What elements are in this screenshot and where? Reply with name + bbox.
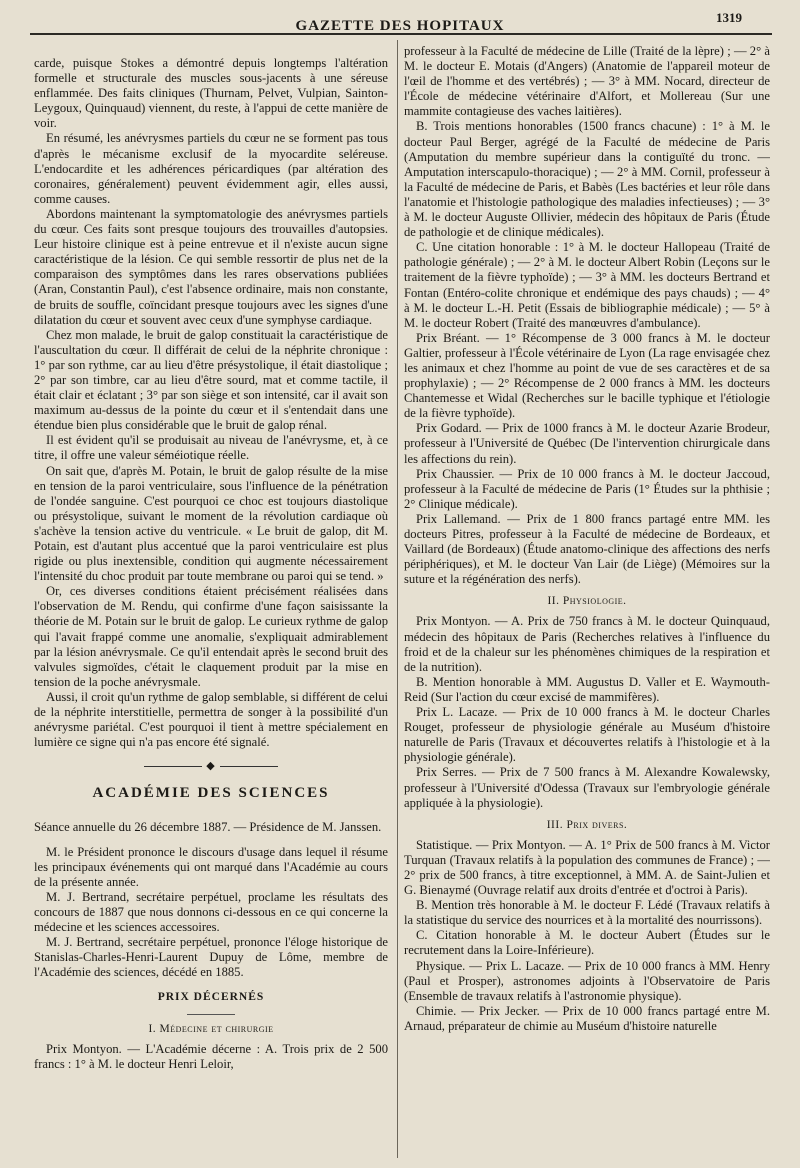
prize-paragraph: Prix Lallemand. — Prix de 1 800 francs partagé entre MM. les docteurs Pitres, professeur à la Faculté de médecine de Bordeaux, et Vaillard (de Bordeaux) (Étude anatomo-clinique des affections des nerfs périphériques), et M. le docteur Van Lair (de Liège) (Mémoires sur la suture et la régénération des nerfs). bbox=[404, 511, 770, 587]
prize-paragraph: B. Trois mentions honorables (1500 francs chacune) : 1° à M. le docteur Paul Berger, agrégé de la Faculté de médecine de Paris (Amputation du membre supérieur dans la contiguïté du tronc. — Amputation interscapulo-thoracique) ; — 2° à MM. Cornil, professeur à la Faculté de médecine de Paris, et Babès (Les bactéries et leur rôle dans l'anatomie et l'histologie pathologique des maladies infectieuses) ; — 3° à M. le docteur Auguste Ollivier, médecin des hôpitaux de Paris (Étude de pathologie et de clinique médicales). bbox=[404, 119, 770, 240]
session-line: Séance annuelle du 26 décembre 1887. — Présidence de M. Janssen. bbox=[34, 819, 382, 834]
subsection-heading: I. Médecine et chirurgie bbox=[148, 1022, 274, 1035]
header-rule bbox=[30, 33, 772, 35]
academy-paragraph: M. le Président prononce le discours d'usage dans lequel il résume les principaux événements qui ont marqué dans l'Académie au cours de la présente année. bbox=[34, 844, 388, 889]
right-column bbox=[404, 44, 770, 1160]
running-head bbox=[0, 10, 800, 40]
article-paragraph: On sait que, d'après M. Potain, le bruit de galop résulte de la mise en tension de la paroi ventriculaire, sous l'influence de la pénétration de l'ondée sanguine. C'est pourquoi ce choc est toujours diastolique ou présystolique, suivant le moment de la révolution cardiaque où s'achève la tension active du ventricule. « Le bruit de galop, dit M. Potain, est d'autant plus accentué que la paroi ventriculaire est plus rigide ou plus inextensible, condition qui augmente nécessairement l'intensité du choc produit par toute membrane ou paroi qui se tend. » bbox=[34, 463, 388, 584]
subsection-heading: II. Physiologie. bbox=[547, 595, 627, 608]
prize-paragraph: Prix Montyon. — L'Académie décerne : A. Trois prix de 2 500 francs : 1° à M. le docteur Henri Leloir, bbox=[34, 1041, 388, 1071]
article-paragraph: Aussi, il croit qu'un rythme de galop semblable, si différent de celui de la néphrite interstitielle, permettra de songer à la possibilité d'un anévrysme pariétal. C'est pourquoi il tient à mettre spécialement en lumière ce signe qui n'a pas encore été signalé. bbox=[34, 689, 388, 750]
prize-paragraph: C. Une citation honorable : 1° à M. le docteur Hallopeau (Traité de pathologie générale) ; — 2° à M. le docteur Albert Robin (Leçons sur le traitement de la fièvre typhoïde) ; — 3° à MM. les docteurs Bertrand et Fontan (Entéro-colite chronique et endémique des pays chauds) ; — 4° à M. le docteur L.-H. Petit (Essais de bibliographie médicale) ; — 5° à M. le docteur Robert (Traité des manœuvres d'ambulance). bbox=[404, 240, 770, 330]
prize-paragraph: Statistique. — Prix Montyon. — A. 1° Prix de 500 francs à M. Victor Turquan (Travaux relatifs à la population des communes de France) ; — 2° prix de 500 francs, à titre exceptionnel, à MM. A. de Saint-Julien et G. Bienaymé (Ouvrage relatif aux droits d'entrée et d'octroi à Paris). bbox=[404, 837, 770, 898]
subsection-rule bbox=[187, 1014, 235, 1015]
prize-paragraph: Prix Serres. — Prix de 7 500 francs à M. Alexandre Kowalewsky, professeur à l'Université d'Odessa (Travaux sur l'embryologie générale appliquée à la physiologie). bbox=[404, 765, 770, 810]
prize-paragraph: Prix Bréant. — 1° Récompense de 3 000 francs à M. le docteur Galtier, professeur à l'École vétérinaire de Lyon (La rage envisagée chez les animaux et chez l'homme au point de vue de ses caractères et de sa prophylaxie) ; — 2° Récompense de 2 000 francs à MM. les docteurs Chantemesse et Widal (Recherches sur le bacille typhique et l'étiologie de la fièvre typhoïde). bbox=[404, 330, 770, 421]
prize-paragraph: B. Mention honorable à MM. Augustus D. Valler et E. Waymouth-Reid (Sur l'action du cœur excisé de mammifères). bbox=[404, 674, 770, 704]
prize-paragraph: professeur à la Faculté de médecine de Lille (Traité de la lèpre) ; — 2° à M. le docteur E. Motais (d'Angers) (Anatomie de l'appareil moteur de l'œil de l'homme et des vertébrés) ; — 3° à MM. Nocard, directeur de l'École de médecine vétérinaire d'Alfort, et Mollereau (Sur une mammite contagieuse des vaches laitières). bbox=[404, 44, 770, 119]
prize-paragraph: C. Citation honorable à M. le docteur Aubert (Études sur le recrutement dans la Loire-Inférieure). bbox=[404, 928, 770, 958]
page-number: 1319 bbox=[716, 10, 742, 25]
article-paragraph: carde, puisque Stokes a démontré depuis longtemps l'altération formelle et structurale des muscles sous-jacents à une séreuse enflammée. Des faits cliniques (Thurnam, Pelvet, Vulpian, Sainton-Leygoux, Quinquaud) viennent, du reste, à l'appui de cette manière de voir. bbox=[34, 56, 388, 131]
academy-paragraph: M. J. Bertrand, secrétaire perpétuel, prononce l'éloge historique de Stanislas-Charles-Henri-Laurent Dupuy de Lôme, membre de l'Académie des sciences, décédé en 1885. bbox=[34, 935, 388, 980]
article-paragraph: Abordons maintenant la symptomatologie des anévrysmes partiels du cœur. Ces faits sont presque toujours des trouvailles d'autopsies. Leur histoire clinique est à peine entrevue et il n'existe aucun signe caractéristique de la lésion. Ce qui semble ressortir de plus net de la comparaison des symptômes dans les rares observations publiées (Aran, Constantin Paul), c'est l'absence ordinaire, mais non constante, de bruits de souffle, coïncidant presque toujours avec les signes d'une dilatation du cœur et souvent avec ceux d'une symphyse cardiaque. bbox=[34, 206, 388, 327]
left-column bbox=[34, 56, 388, 1160]
section-title: ACADÉMIE DES SCIENCES bbox=[92, 785, 330, 802]
prize-paragraph: Chimie. — Prix Jecker. — Prix de 10 000 francs partagé entre M. Arnaud, préparateur de chimie au Muséum d'histoire naturelle bbox=[404, 1003, 770, 1033]
prize-paragraph: Prix Montyon. — A. Prix de 750 francs à M. le docteur Quinquaud, médecin des hôpitaux de Paris (Recherches relatives à l'influence du froid et de la chaleur sur les phénomènes chimiques de la respiration et de la nutrition). bbox=[404, 614, 770, 674]
prizes-heading: PRIX DÉCERNÉS bbox=[157, 991, 265, 1004]
academy-paragraph: M. J. Bertrand, secrétaire perpétuel, proclame les résultats des concours de 1887 que nous donnons ci-dessous en ce qui concerne la médecine et les sciences accessoires. bbox=[34, 889, 388, 935]
article-paragraph: Chez mon malade, le bruit de galop constituait la caractéristique de l'auscultation du cœur. Il différait de celui de la néphrite chronique : 1° par son rythme, car au lieu d'être présystolique, il était diastolique ; 2° par son timbre, car au lieu d'être sourd, mat et comme tactile, il était clair et éclatant ; 3° par son siège et son intensité, car il avait son maximum au-dessus de la pointe du cœur et il s'entendait dans une étendue bien plus considérable que le bruit de galop rénal. bbox=[34, 327, 388, 433]
article-paragraph: Il est évident qu'il se produisait au niveau de l'anévrysme, et, à ce titre, il offre une valeur séméiotique réelle. bbox=[34, 433, 388, 463]
prize-paragraph: Prix Godard. — Prix de 1000 francs à M. le docteur Azarie Brodeur, professeur à l'Université de Québec (De l'intervention chirurgicale dans les affections du rein). bbox=[404, 421, 770, 466]
column-divider bbox=[397, 40, 398, 1158]
prize-paragraph: Physique. — Prix L. Lacaze. — Prix de 10 000 francs à MM. Henry (Paul et Prosper), astronomes adjoints à l'Observatoire de Paris (Ensemble de travaux relatifs à l'astronomie physique). bbox=[404, 958, 770, 1003]
subsection-heading: III. Prix divers. bbox=[546, 818, 628, 831]
prize-paragraph: B. Mention très honorable à M. le docteur F. Lédé (Travaux relatifs à la statistique du service des nourrices et à la mortalité des nourrissons). bbox=[404, 898, 770, 928]
prize-paragraph: Prix L. Lacaze. — Prix de 10 000 francs à M. le docteur Charles Rouget, professeur de physiologie générale au Muséum d'histoire naturelle de Paris (Travaux et découvertes relatifs à l'histologie et à la physiologie générale). bbox=[404, 705, 770, 765]
article-paragraph: En résumé, les anévrysmes partiels du cœur ne se forment pas tous d'après le mécanisme exclusif de la myocardite seléreuse. L'endocardite et les adhérences péricardiques (par altération des coronaires, généralement) peuvent évidemment agir, elles aussi, comme causes. bbox=[34, 131, 388, 206]
prize-paragraph: Prix Chaussier. — Prix de 10 000 francs à M. le docteur Jaccoud, professeur à la Faculté de médecine de Paris (1° Études sur la phthisie ; 2° Clinique médicale). bbox=[404, 466, 770, 511]
article-paragraph: Or, ces diverses conditions étaient précisément réalisées dans l'observation de M. Rendu, qui confirme d'une façon saisissante la théorie de M. Potain sur le bruit de galop. Le curieux rythme de galop qui l'avait frappé comme une anomalie, s'expliquait admirablement par la lésion anévrysmale. Ce qu'il entendait après le second bruit des valvules sigmoïdes, c'était le claquement produit par la mise en tension de la poche anévrysmale. bbox=[34, 584, 388, 689]
journal-title: GAZETTE DES HOPITAUX bbox=[295, 18, 505, 34]
separator-ornament: ◆ bbox=[34, 759, 388, 774]
